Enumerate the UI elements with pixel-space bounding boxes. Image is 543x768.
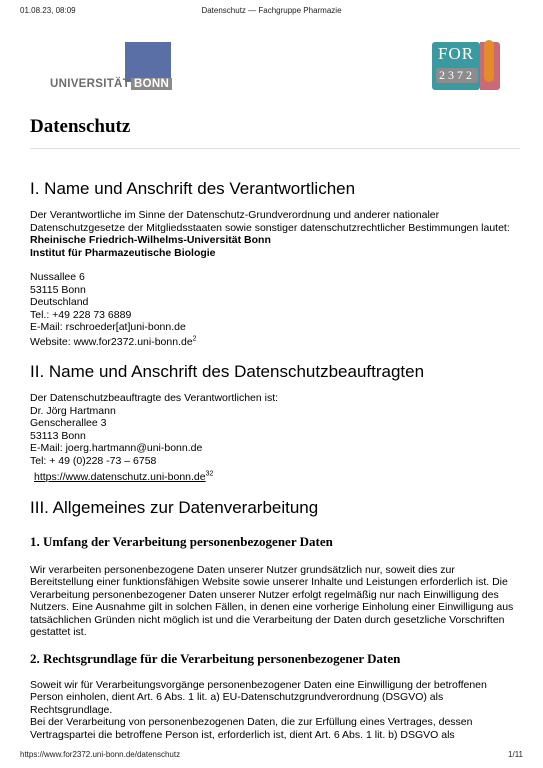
section1-address	[30, 271, 520, 348]
logo-bonn: BONN	[131, 78, 172, 90]
address-line: E-Mail: rschroeder[at]uni-bonn.de	[30, 321, 186, 333]
contact-line: Genscherallee 3	[30, 417, 107, 429]
contact-line: Der Datenschutzbeauftragte des Verantwortlichen ist:	[30, 392, 279, 404]
logo-wordmark	[50, 78, 172, 90]
footnote-sup: 32	[205, 470, 214, 478]
address-line: 53115 Bonn	[30, 283, 86, 296]
address-line: Nussallee 6	[30, 271, 85, 283]
section2-contact	[30, 392, 520, 484]
university-bonn-logo[interactable]	[44, 40, 194, 94]
print-page-title: Datenschutz — Fachgruppe Pharmazie	[201, 6, 342, 15]
section1-org-line2: Institut für Pharmazeutische Biologie	[30, 246, 216, 259]
dpo-link-line	[30, 471, 520, 484]
print-header	[20, 6, 523, 18]
contact-line: 53113 Bonn	[30, 429, 86, 442]
website-line	[30, 336, 520, 349]
page-title: Datenschutz	[30, 116, 520, 149]
footer-page-number: 1/11	[508, 750, 523, 759]
address-line: Tel.: +49 228 73 6889	[30, 308, 132, 321]
logo-universitaet: UNIVERSITÄT	[50, 78, 130, 90]
section3-sub2-heading: 2. Rechtsgrundlage für die Verarbeitung personenbezogener Daten	[30, 650, 401, 666]
print-footer	[20, 750, 523, 762]
print-datetime: 01.08.23, 08:09	[20, 6, 76, 15]
section3-heading: III. Allgemeines zur Datenverarbeitung	[30, 497, 319, 517]
footnote-sup: 2	[192, 335, 197, 342]
section3-sub2-text2: Bei der Verarbeitung von personenbezogenen Daten, die zur Erfüllung eines Vertrages, dessen Vertragspartei die betroffene Person ist, erforderlich ist, dient Art. 6 Abs. 1 lit. b) DSGVO als	[30, 716, 473, 741]
logo-for-text: FOR	[438, 44, 475, 63]
address-line: Deutschland	[30, 296, 89, 308]
section1-org-line1: Rheinische Friedrich-Wilhelms-Universität Bonn	[30, 234, 271, 246]
logo-orange-bar-icon	[484, 40, 494, 82]
section2-heading: II. Name und Anschrift des Datenschutzbeauftragten	[30, 362, 425, 381]
section3-sub1-heading: 1. Umfang der Verarbeitung personenbezogener Daten	[30, 533, 333, 549]
for2372-logo[interactable]	[432, 40, 512, 92]
dpo-website-link[interactable]: https://www.datenschutz.uni-bonn.de	[34, 471, 206, 483]
website-text: Website: www.for2372.uni-bonn.de	[30, 335, 193, 348]
contact-line: Dr. Jörg Hartmann	[30, 404, 116, 417]
section3-sub2-text1: Soweit wir für Verarbeitungsvorgänge personenbezogener Daten eine Einwilligung der betroffenen Person einholen, dient Art. 6 Abs. 1 lit. a) EU-Datenschutzgrundverordnung (DSGVO) als Rechtsgrundlage.	[30, 678, 487, 716]
logo-square-icon	[125, 42, 171, 82]
logo-number-text: 2372	[436, 68, 478, 83]
contact-line: E-Mail: joerg.hartmann@uni-bonn.de	[30, 442, 203, 454]
section3-sub1-text: Wir verarbeiten personenbezogene Daten unserer Nutzer grundsätzlich nur, soweit dies zur Bereitstellung einer funktionsfähigen Website sowie unserer Inhalte und Leistungen erforderlich ist. Die Verarbeitung personenbezogener Daten unserer Nutzer erfolgt regelmäßig nur nach Einwilligung des Nutzers. Eine Ausnahme gilt in solchen Fällen, in denen eine vorherige Einholung einer Einwilligung aus tatsächlichen Gründen nicht möglich ist und die Verarbeitung der Daten durch gesetzliche Vorschriften gestattet ist.	[30, 563, 514, 638]
main-content	[30, 110, 520, 741]
contact-line: Tel: + 49 (0)228 -73 – 6758	[30, 454, 157, 467]
section1-heading: I. Name und Anschrift des Verantwortlichen	[30, 179, 356, 198]
section1-intro: Der Verantwortliche im Sinne der Datenschutz-Grundverordnung und anderer nationaler Datenschutzgesetze der Mitgliedsstaaten sowie sonstiger datenschutzrechtlicher Bestimmungen lautet:	[30, 209, 510, 234]
footer-url: https://www.for2372.uni-bonn.de/datenschutz	[20, 750, 181, 759]
